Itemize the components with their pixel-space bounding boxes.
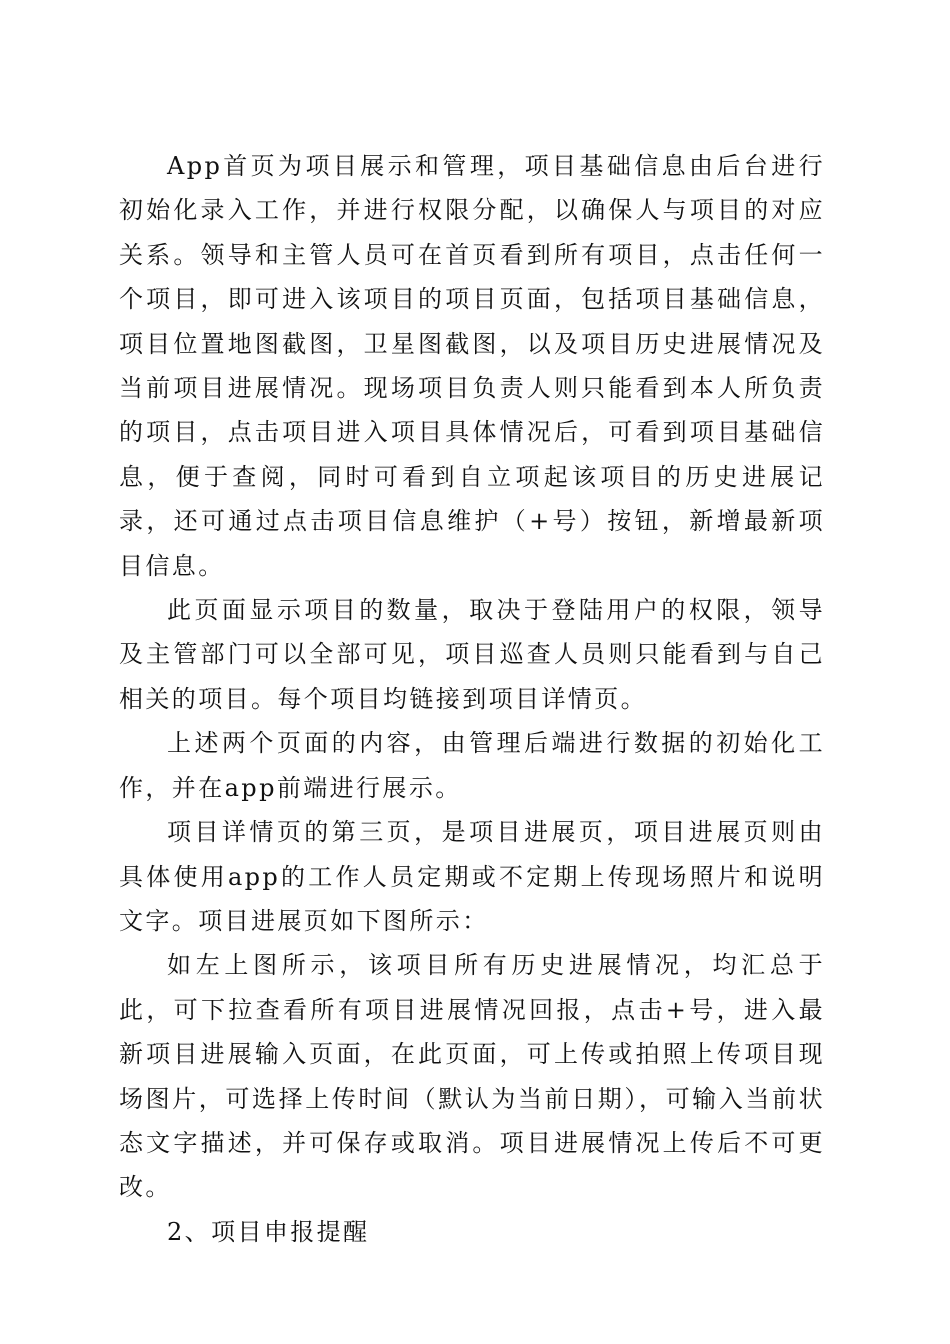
paragraph-backend-init: 上述两个页面的内容，由管理后端进行数据的初始化工作，并在app前端进行展示。 (119, 729, 825, 802)
paragraph-progress-upload: 如左上图所示，该项目所有历史进展情况，均汇总于此，可下拉查看所有项目进展情况回报，点击+号，进入最新项目进展输入页面，在此页面，可上传或拍照上传项目现场图片，可选择上传时间（默认为当前日期），可输入当前状态文字描述，并可保存或取消。项目进展情况上传后不可更改。 (119, 951, 825, 1202)
document-body (119, 144, 825, 1254)
paragraph-project-count: 此页面显示项目的数量，取决于登陆用户的权限，领导及主管部门可以全部可见，项目巡查人员则只能看到与自己相关的项目。每个项目均链接到项目详情页。 (119, 596, 825, 713)
section-heading-project-reminder: 2、项目申报提醒 (167, 1217, 370, 1246)
paragraph-app-homepage: App首页为项目展示和管理，项目基础信息由后台进行初始化录入工作，并进行权限分配，以确保人与项目的对应关系。领导和主管人员可在首页看到所有项目，点击任何一个项目，即可进入该项目的项目页面，包括项目基础信息，项目位置地图截图，卫星图截图，以及项目历史进展情况及当前项目进展情况。现场项目负责人则只能看到本人所负责的项目，点击项目进入项目具体情况后，可看到项目基础信息，便于查阅，同时可看到自立项起该项目的历史进展记录，还可通过点击项目信息维护（+号）按钮，新增最新项目信息。 (119, 152, 825, 580)
paragraph-progress-page: 项目详情页的第三页，是项目进展页，项目进展页则由具体使用app的工作人员定期或不定期上传现场照片和说明文字。项目进展页如下图所示： (119, 818, 825, 935)
